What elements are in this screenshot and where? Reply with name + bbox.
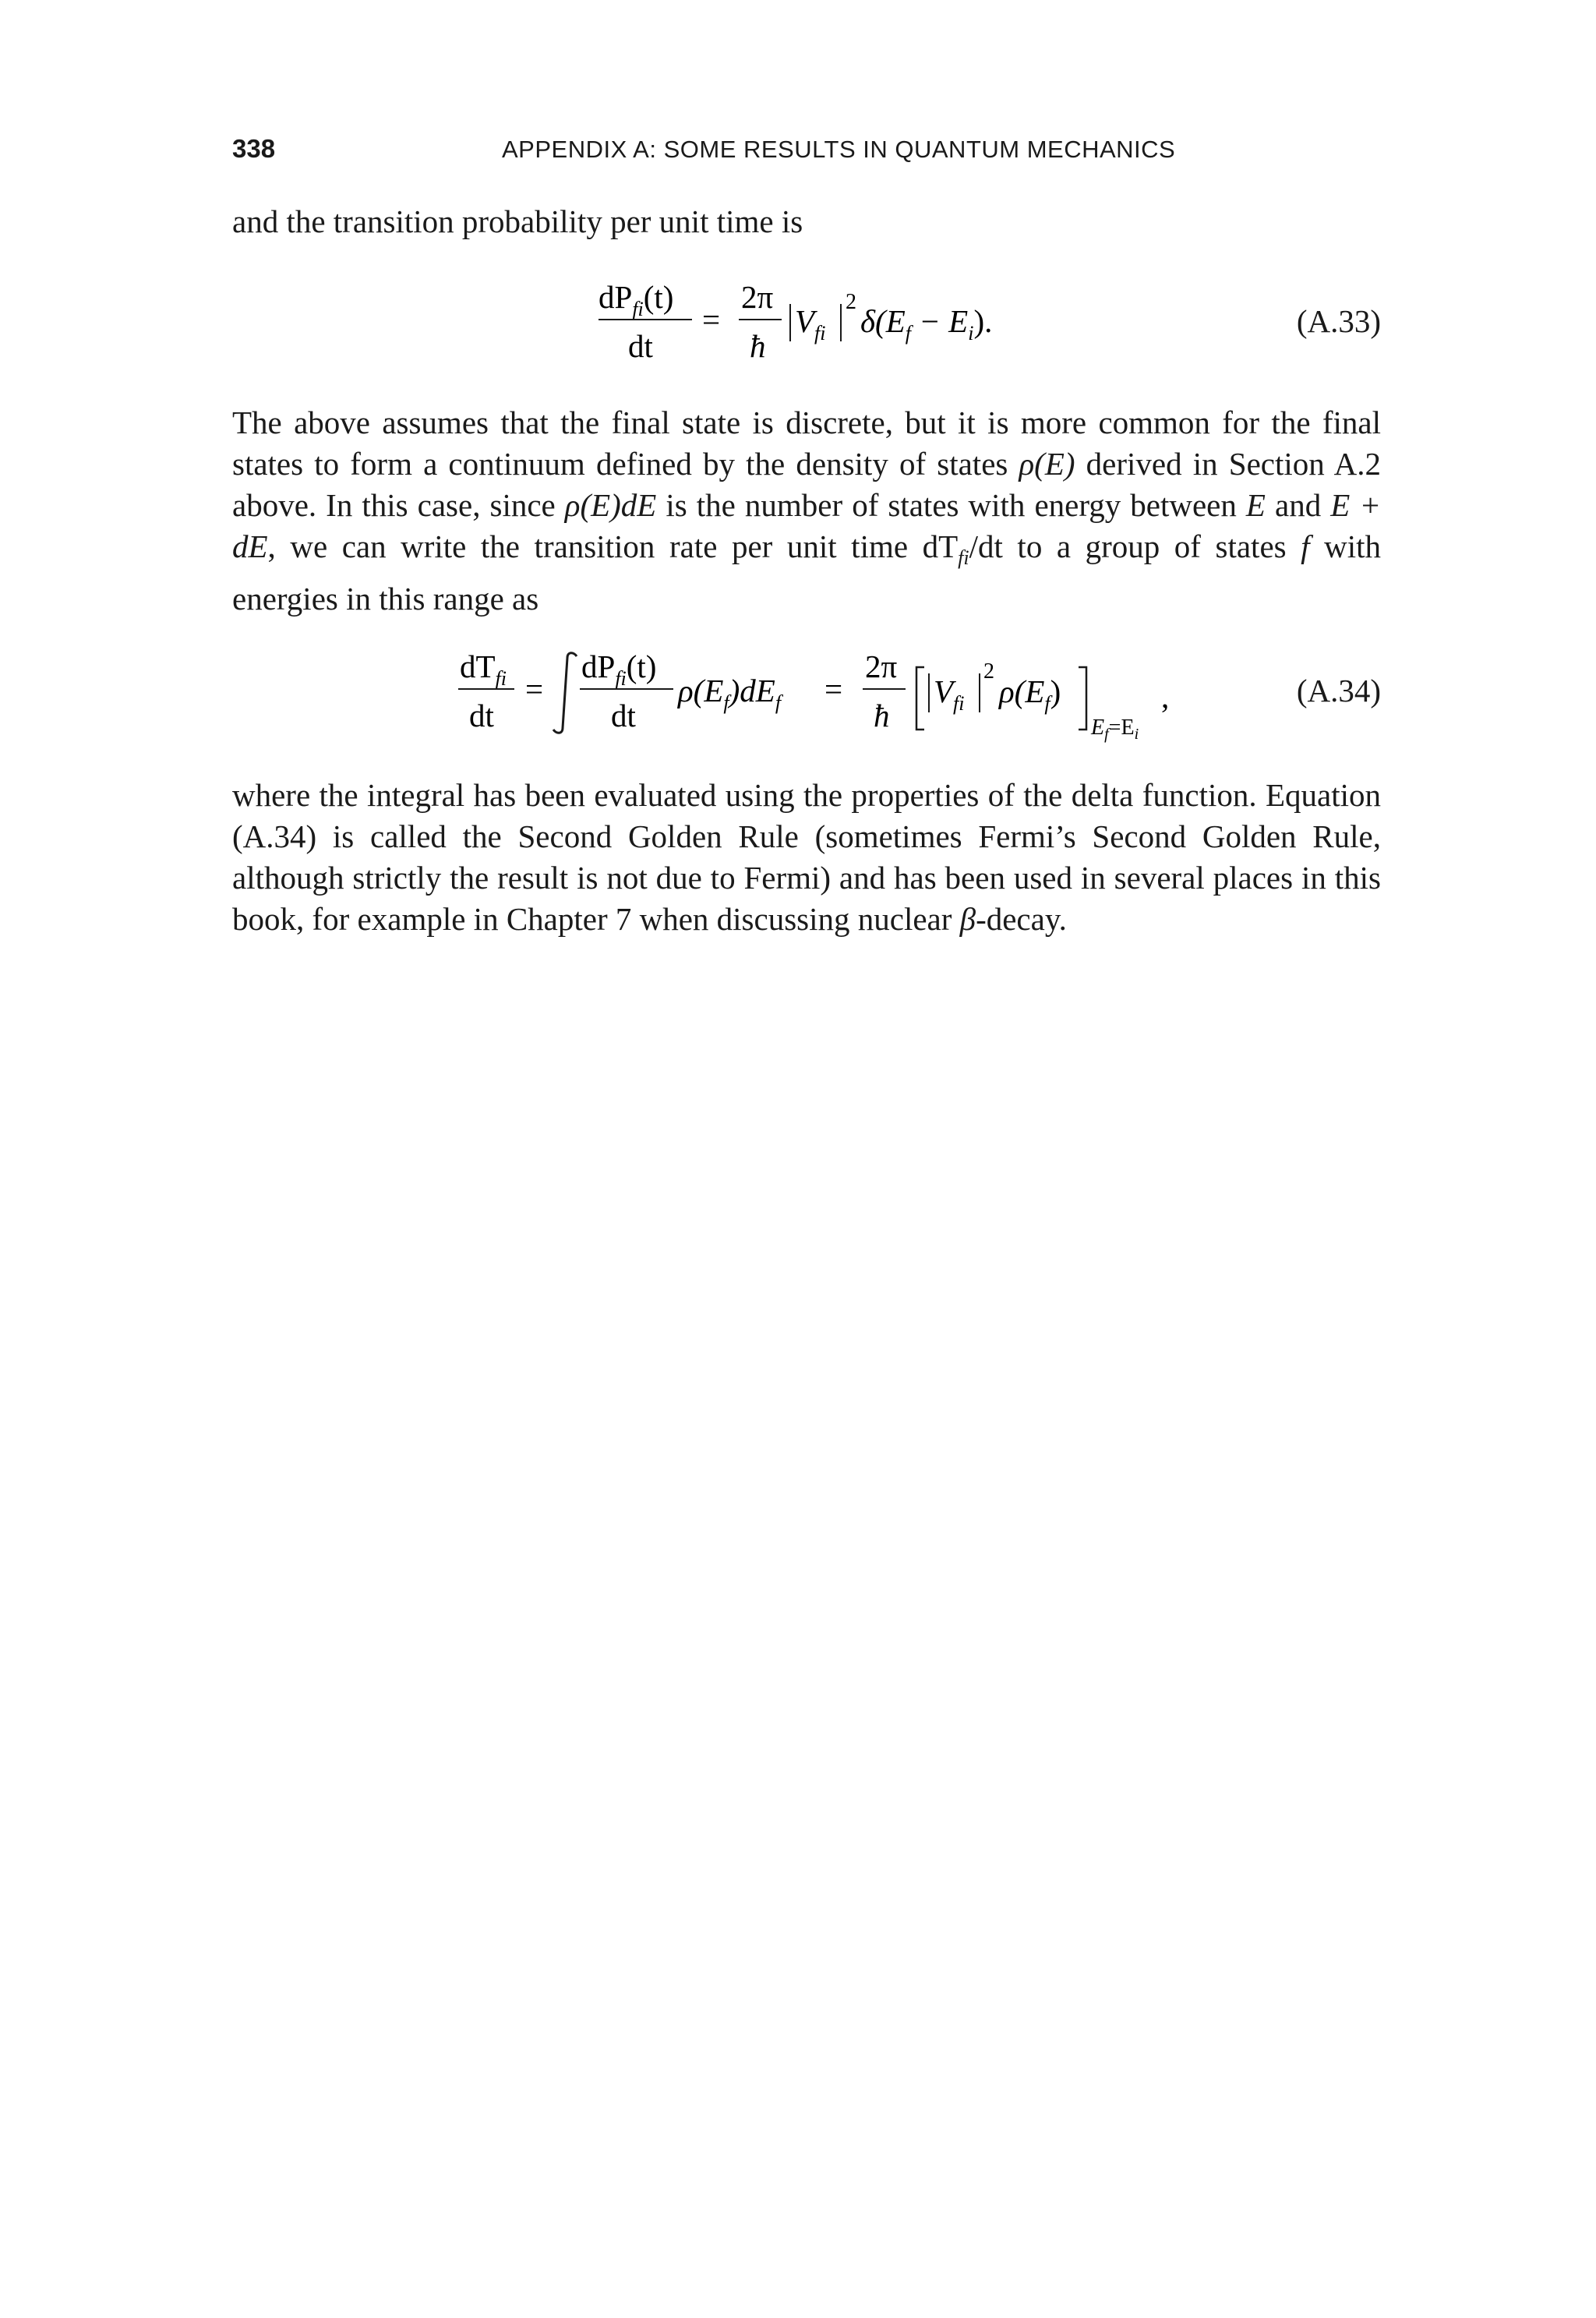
a34-integral-sign bbox=[553, 653, 577, 733]
equation-a34 bbox=[232, 642, 1381, 744]
a34-coef-numerator: 2π bbox=[865, 648, 898, 684]
page-number: 338 bbox=[232, 134, 276, 163]
a34-rho2-term: $\rho(E_f)$ bbox=[999, 673, 1061, 715]
a34-lhs-denominator: dt bbox=[469, 698, 494, 733]
a33-lhs-denominator: dt bbox=[628, 328, 653, 364]
a34-right-bracket bbox=[1079, 667, 1086, 730]
a34-lhs-numerator: $dT_{fi}$ bbox=[460, 648, 507, 690]
a34-comma: , bbox=[1161, 679, 1170, 715]
a34-int-numerator: $dP_{fi}(t)$ bbox=[581, 648, 657, 690]
paragraph-continuum: The above assumes that the final state is discrete, but it is more common for the final states to form a continuum defined by the density of states ρ(E) derived in Section A.2 above. In this case, since ρ(E)dE is the number of states with energy between E and E + dE, we can write the transition rate per unit time $dT_{fi}/dt$ to a group of states f with energies in this range as bbox=[232, 405, 1382, 617]
a33-coef-numerator: 2π bbox=[741, 279, 774, 315]
a33-power: 2 bbox=[846, 290, 856, 314]
equation-a33-math bbox=[232, 273, 1261, 374]
a33-equals: = bbox=[702, 302, 721, 337]
a33-coef-denominator: ħ bbox=[750, 328, 766, 364]
equation-a33 bbox=[232, 273, 1381, 374]
a33-delta-term: $\delta(E_f - E_i)$. bbox=[860, 303, 993, 345]
a34-left-bracket bbox=[916, 667, 924, 730]
equation-number-a34: (A.34) bbox=[1296, 673, 1381, 708]
a34-int-denominator: dt bbox=[611, 698, 636, 733]
a33-v: $V_{fi}$ bbox=[795, 303, 826, 345]
a34-equals-1: = bbox=[525, 671, 544, 707]
equation-a34-math bbox=[232, 642, 1261, 759]
a34-coef-denominator: ħ bbox=[874, 698, 890, 733]
intro-sentence: and the transition probability per unit time is bbox=[232, 203, 803, 239]
running-head: APPENDIX A: SOME RESULTS IN QUANTUM MECHANICS bbox=[502, 136, 1176, 163]
a34-power: 2 bbox=[983, 659, 994, 684]
page-header bbox=[232, 134, 1386, 178]
paragraph-golden-rule: where the integral has been evaluated using the properties of the delta function. Equation (A.34) is called the Second Golden Rule (sometimes Fermi’s Second Golden Rule, although strictly the result is not due to Fermi) and has been used in several places in this book, for example in Chapter 7 when discussing nuclear β-decay. bbox=[232, 777, 1381, 937]
a34-equals-2: = bbox=[824, 671, 843, 707]
a34-eval-subscript: $E_f=E_i$ bbox=[1091, 716, 1139, 743]
a34-v: $V_{fi}$ bbox=[934, 673, 965, 715]
equation-number-a33: (A.33) bbox=[1296, 303, 1381, 339]
a34-rho-term: $\rho(E_f)dE_f$ bbox=[678, 673, 782, 714]
a33-lhs-numerator: $dP_{fi}(t)$ bbox=[598, 279, 674, 320]
